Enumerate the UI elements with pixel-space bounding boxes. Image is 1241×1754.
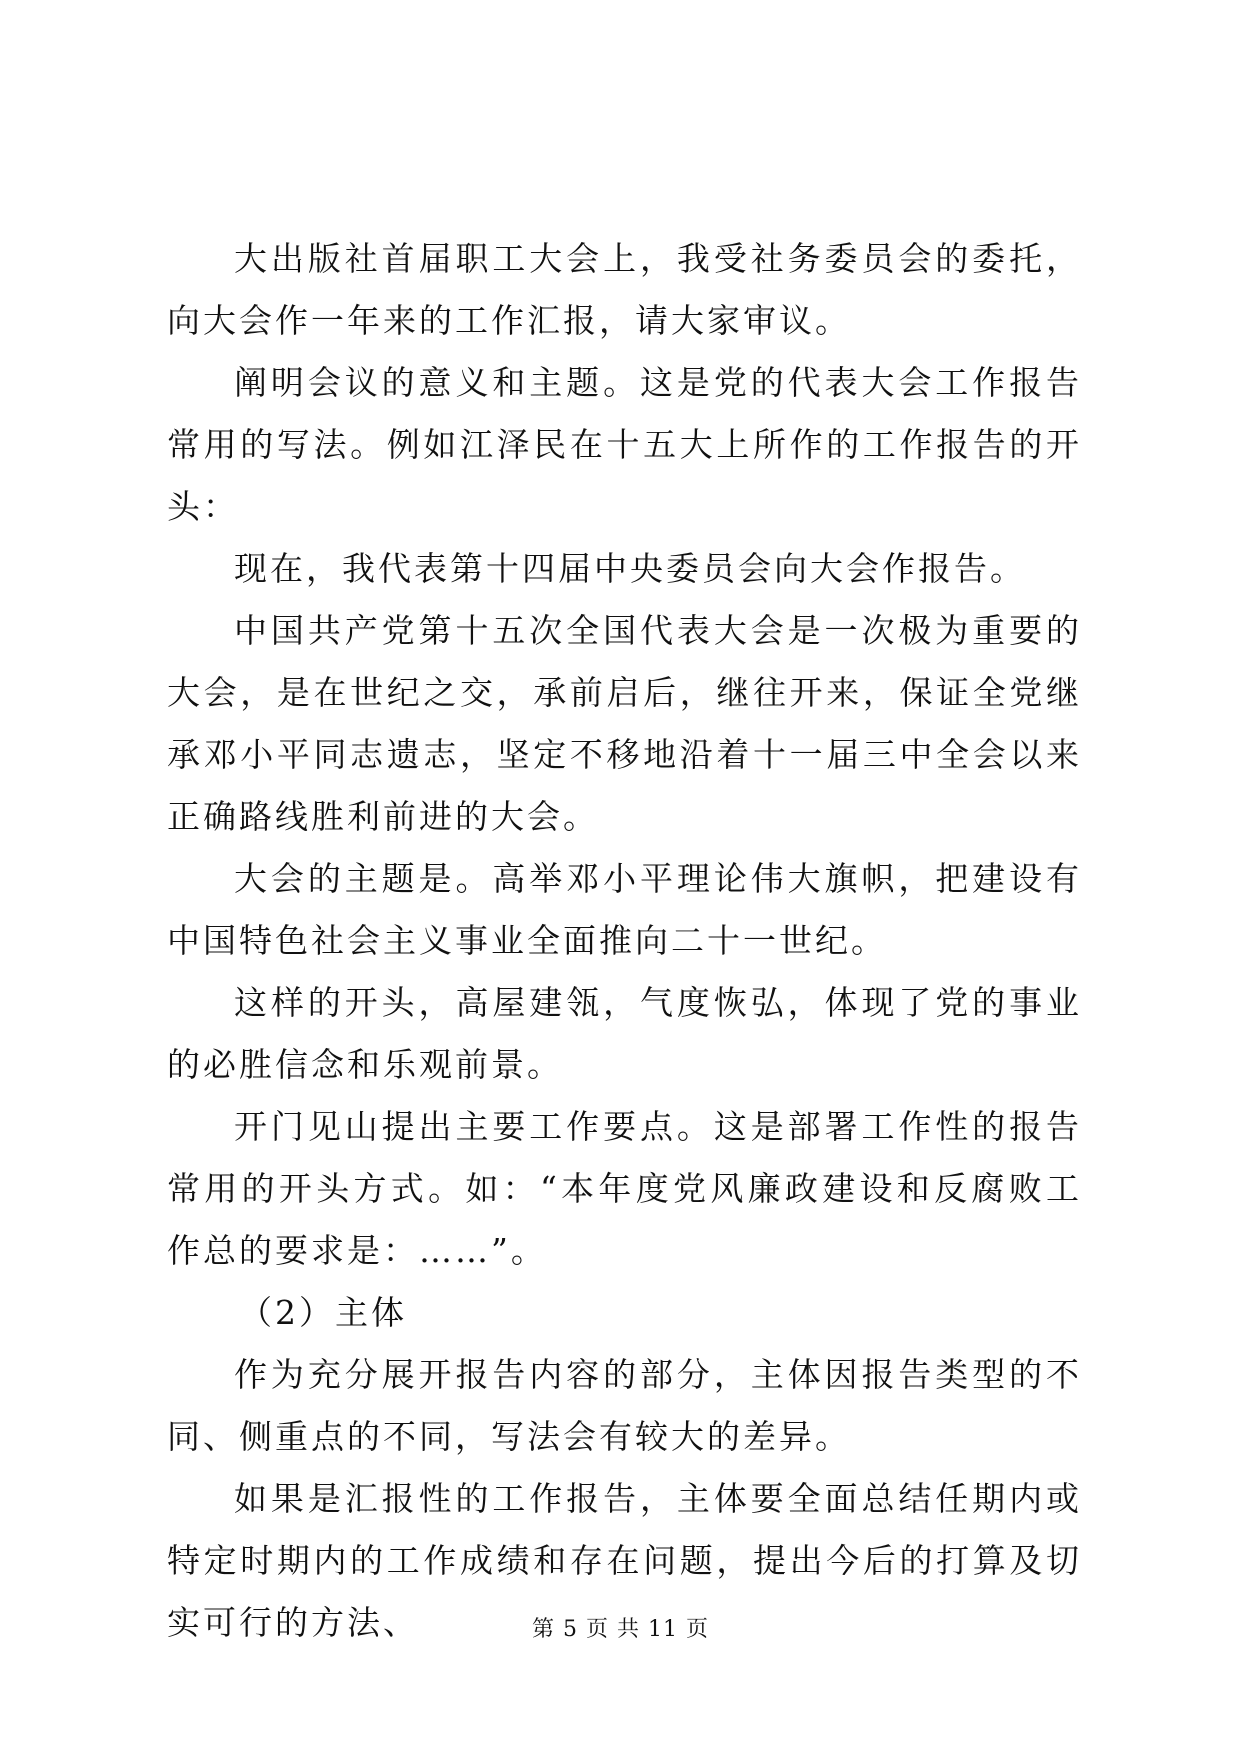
paragraph: 作为充分展开报告内容的部分，主体因报告类型的不同、侧重点的不同，写法会有较大的差异。 — [167, 1355, 1082, 1456]
paragraph: 大出版社首届职工大会上，我受社务委员会的委托，向大会作一年来的工作汇报，请大家审议。 — [167, 239, 1082, 340]
paragraph: 如果是汇报性的工作报告，主体要全面总结任期内或特定时期内的工作成绩和存在问题，提出今后的打算及切实可行的方法、 — [167, 1479, 1082, 1642]
page-number-footer: 第 5 页 共 11 页 — [532, 1617, 709, 1642]
document-body — [167, 228, 1082, 1654]
paragraph: 中国共产党第十五次全国代表大会是一次极为重要的大会，是在世纪之交，承前启后，继往开来，保证全党继承邓小平同志遗志，坚定不移地沿着十一届三中全会以来正确路线胜利前进的大会。 — [167, 611, 1082, 836]
paragraph: 大会的主题是。高举邓小平理论伟大旗帜，把建设有中国特色社会主义事业全面推向二十一世纪。 — [167, 859, 1082, 960]
paragraph: 阐明会议的意义和主题。这是党的代表大会工作报告常用的写法。例如江泽民在十五大上所作的工作报告的开头： — [167, 363, 1082, 526]
section-heading: （2）主体 — [239, 1293, 407, 1332]
paragraph: 这样的开头，高屋建瓴，气度恢弘，体现了党的事业的必胜信念和乐观前景。 — [167, 983, 1082, 1084]
paragraph: 开门见山提出主要工作要点。这是部署工作性的报告常用的开头方式。如：“本年度党风廉政建设和反腐败工作总的要求是：……”。 — [167, 1107, 1082, 1270]
paragraph: 现在，我代表第十四届中央委员会向大会作报告。 — [234, 549, 1026, 588]
